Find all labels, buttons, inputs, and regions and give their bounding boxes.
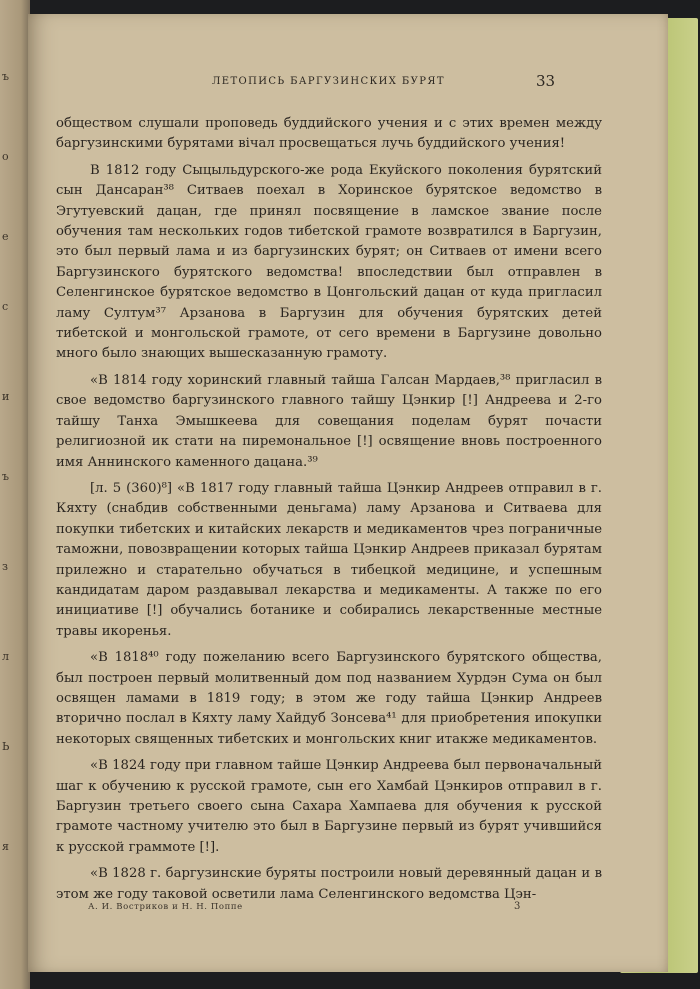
adjacent-page-fragment: я (2, 840, 9, 853)
paragraph: «В 1818⁴⁰ году пожеланию всего Баргузинского бурятского общества, был построен первый молитвенный дом под названием Хурдэн Сума он был освящен ламами в 1819 году; в этом же году тайша Цэнкир Андреев вторично послал в Кяхту ламу Хайдуб Зонсева⁴¹ для приобретения ипокупки некоторых священных тибетских и монгольских книг итакже медикаментов. (56, 650, 602, 747)
page-body (56, 114, 602, 911)
adjacent-page-edge (0, 0, 30, 989)
paragraph: «В 1824 году при главном тайше Цэнкир Андреева был первоначальный шаг к обучению к русской грамоте, сын его Хамбай Цэнкиров отправил в г. Баргузин третьего своего сына Сахара Хампаева для обучения к русской грамоте частному учителю это был в Баргузине первый из бурят учившийся к русской граммоте [!]. (56, 758, 602, 855)
paragraph: «В 1814 году хоринский главный тайша Галсан Мардаев,³⁸ пригласил в свое ведомство баргузинского главного тайшу Цэнкир [!] Андреева и 2-го тайшу Танха Эмышкеева для совещания поделам бурят почасти религиозной ик стати на пиремональное [!] освящение вновь построенного имя Аннинского каменного дацана.³⁹ (56, 372, 602, 470)
page-header (28, 74, 668, 96)
adjacent-page-fragment: Ь (2, 740, 9, 753)
adjacent-page-fragment: с (2, 300, 8, 313)
paragraph: [л. 5 (360)⁸] «В 1817 году главный тайша Цэнкир Андреев отправил в г. Кяхту (снабдив собственными деньгама) ламу Арзанова и Ситваева для покупки тибетских и китайских лекарств и медикаментов чрез пограничные таможни, повозвращении которых тайша Цэнкир Андреев приказал бурятам прилежно и старательно обучаться в тибецкой медицине, и успешным кандидатам даром раздавывал лекарства и медикаменты. А также по его инициативе [!] обучались ботанике и собирались лекарственные местные травы икоренья. (56, 480, 602, 639)
adjacent-page-fragment: ъ (2, 470, 9, 483)
adjacent-page-fragment: з (2, 560, 8, 573)
printer-signature: А. И. Востриков и Н. Н. Поппе (88, 902, 243, 912)
paragraph: В 1812 году Сыцыльдурского-же рода Екуйского поколения бурятский сын Дансаран³⁸ Ситваев поехал в Хоринское бурятское ведомство в Эгутуевский дацан, где принял посвящение в ламское звание после обучения там нескольких годов тибетской грамоте возвратился в Баргузин, это был первый лама и из баргузинских бурят; он Ситваев от имени всего Баргузинского бурятского ведомства! впоследствии был отправлен в Селенгинское бурятское ведомство в Цонгольский дацан от куда пригласил ламу Султум³⁷ Арзанова в Баргузин для обучения бурятских детей тибетской и монгольской грамоте, от сего времени в Баргузине довольно много было знающих вышесказанную грамоту. (56, 162, 602, 362)
adjacent-page-fragment: е (2, 230, 9, 243)
book-page (28, 14, 668, 972)
adjacent-page-fragment: л (2, 650, 9, 663)
paragraph: обществом слушали проповедь буддийского учения и с этих времен между баргузинскими бурятами вiчал просвещаться лучь буддийского учения! (56, 116, 602, 152)
adjacent-page-fragment: ъ (2, 70, 9, 83)
page-number: 33 (536, 72, 556, 90)
adjacent-page-fragment: и (2, 390, 9, 403)
adjacent-page-fragment: о (2, 150, 9, 163)
sheet-number: 3 (514, 901, 521, 912)
paragraph: «В 1828 г. баргузинские буряты построили новый деревянный дацан и в этом же году таковой осветили лама Селенгинского ведомства Цэн- (56, 866, 602, 902)
running-title: ЛЕТОПИСЬ БАРГУЗИНСКИХ БУРЯТ (212, 76, 445, 87)
page-footer (88, 902, 608, 918)
